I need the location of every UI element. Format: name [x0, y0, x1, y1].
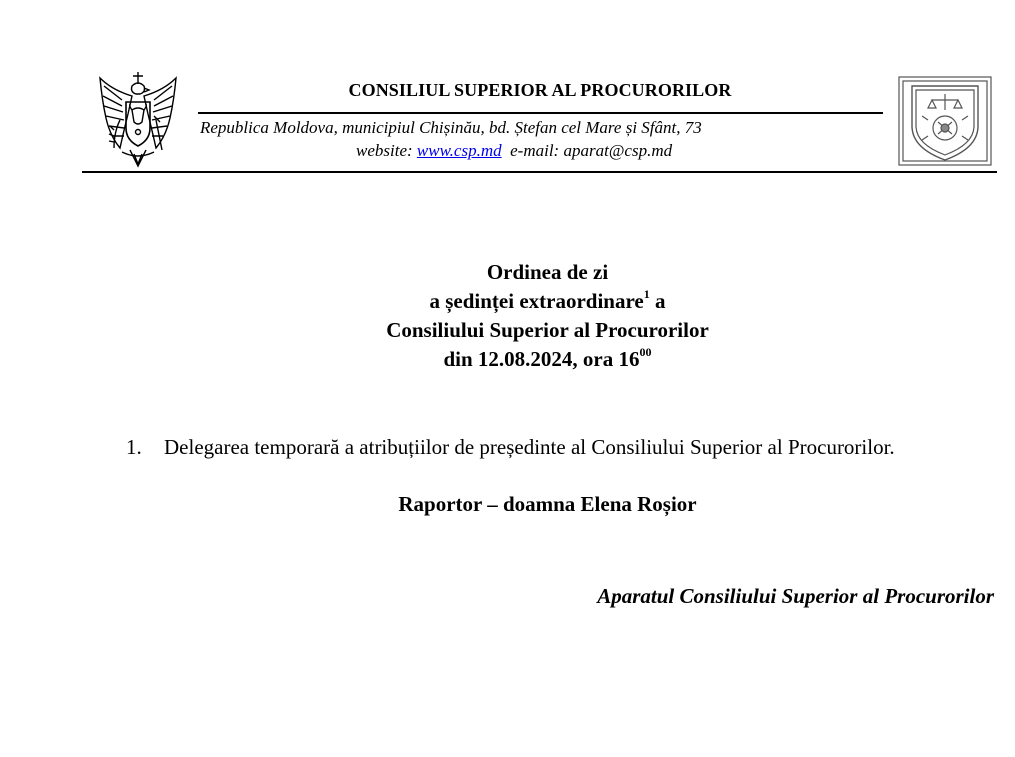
- title-line-3: Consiliului Superior al Procurorilor: [386, 318, 709, 342]
- website-label: website:: [356, 141, 413, 160]
- contact-line: [356, 141, 672, 161]
- address-line: Republica Moldova, municipiul Chișinău, bd. Ștefan cel Mare și Sfânt, 73: [200, 118, 702, 137]
- agenda-item-number: 1.: [126, 435, 142, 459]
- header-divider-bottom: [82, 171, 997, 173]
- agenda-title: [280, 258, 815, 374]
- rapporteur: Raportor – doamna Elena Roșior: [398, 492, 697, 516]
- organization-name: CONSILIUL SUPERIOR AL PROCURORILOR: [348, 80, 732, 100]
- email-address: aparat@csp.md: [563, 141, 673, 160]
- agenda-item-text: Delegarea temporară a atribuțiilor de președinte al Consiliului Superior al Procurorilor.: [164, 435, 895, 459]
- header-divider-top: [198, 112, 883, 114]
- agenda-list: [126, 432, 994, 462]
- agenda-item: [126, 432, 994, 462]
- signature: Aparatul Consiliului Superior al Procurorilor: [597, 584, 994, 608]
- title-line-1: Ordinea de zi: [486, 260, 609, 284]
- coat-of-arms-icon: [92, 70, 184, 172]
- csp-seal-icon: [898, 76, 992, 166]
- title-line-4: din 12.08.2024, ora $16^{00}$: [443, 345, 652, 371]
- title-line-2: a ședinței extraordinare$^1$ a: [429, 287, 666, 313]
- time-minutes: 00: [639, 345, 652, 359]
- email-label: e-mail:: [510, 141, 560, 160]
- website-link[interactable]: www.csp.md: [416, 141, 502, 160]
- footnote-marker: 1: [643, 287, 650, 301]
